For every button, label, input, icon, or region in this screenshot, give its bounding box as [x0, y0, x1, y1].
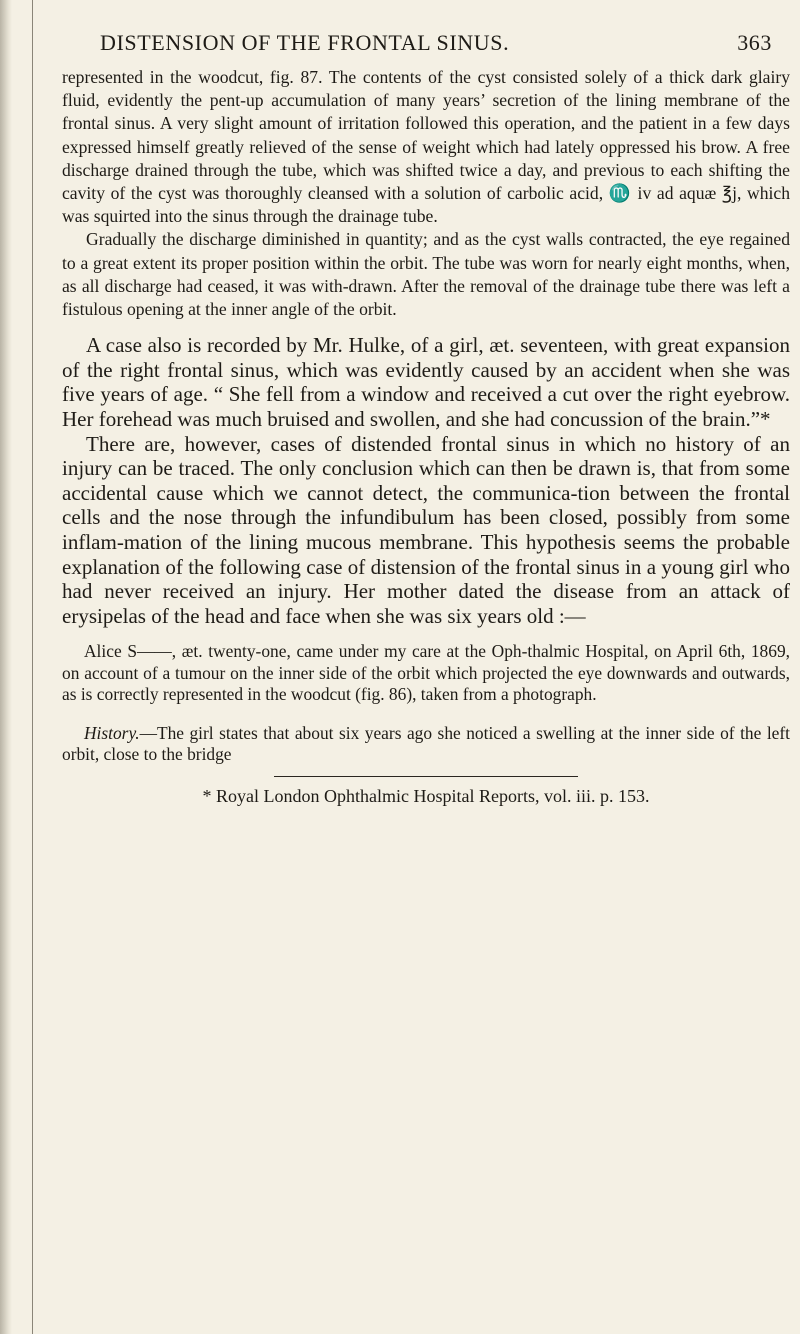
paragraph-alice-case: Alice S——, æt. twenty-one, came under my care at the Oph-thalmic Hospital, on April 6th, 1869, on account of a tumour on the inner side of the orbit which projected the eye downwards and outwards, as is correctly represented in the woodcut (fig. 86), taken from a photograph. — [62, 641, 790, 705]
gutter-line — [32, 0, 33, 1334]
paragraph-hulke-case: A case also is recorded by Mr. Hulke, of a girl, æt. seventeen, with great expansion of the right frontal sinus, which was evidently caused by an accident when she was five years of age. “ She fell from a window and received a cut over the right eyebrow. Her forehead was much bruised and swollen, and she had concussion of the brain.”* — [62, 333, 790, 432]
paragraph-discharge-diminished: Gradually the discharge diminished in quantity; and as the cyst walls contracted, the eye regained to a great extent its proper position within the orbit. The tube was worn for nearly eight months, when, as all discharge had ceased, it was with-drawn. After the removal of the drainage tube there was left a fistulous opening at the inner angle of the orbit. — [62, 229, 790, 320]
footnote: * Royal London Ophthalmic Hospital Reports, vol. iii. p. 153. — [202, 785, 650, 806]
page-number: 363 — [737, 30, 772, 55]
paragraph-history — [62, 723, 790, 766]
paragraph-woodcut-contents: represented in the woodcut, fig. 87. The contents of the cyst consisted solely of a thick dark glairy fluid, evidently the pent-up accumulation of many years’ secretion of the lining membrane of the frontal sinus. A very slight amount of irritation followed this operation, and the patient in a few days expressed himself greatly relieved of the sense of weight which had lately oppressed his brow. A free discharge drained through the tube, which was shifted twice a day, and previous to each shifting the cavity of the cyst was thoroughly cleansed with a solution of carbolic acid, ♏ iv ad aquæ ℥j, which was squirted into the sinus through the drainage tube. — [62, 67, 790, 227]
history-text: —The girl states that about six years ago she noticed a swelling at the inner side of the left orbit, close to the bridge — [62, 722, 790, 765]
book-page — [62, 30, 790, 807]
footnote-rule — [274, 776, 578, 777]
running-title: DISTENSION OF THE FRONTAL SINUS. — [100, 30, 510, 55]
section-gap — [62, 321, 790, 333]
book-spine-shadow — [0, 0, 12, 1334]
paragraph-no-injury-cases: There are, however, cases of distended frontal sinus in which no history of an injury can be traced. The only conclusion which can then be drawn is, that from some accidental cause which we cannot detect, the communica-tion between the frontal cells and the nose through the infundibulum has been closed, possibly from some inflam-mation of the lining mucous membrane. This hypothesis seems the probable explanation of the following case of distension of the frontal sinus in a young girl who had never received an injury. Her mother dated the disease from an attack of erysipelas of the head and face when she was six years old :— — [62, 431, 790, 628]
history-label: History. — [84, 722, 140, 743]
running-header — [62, 30, 790, 66]
